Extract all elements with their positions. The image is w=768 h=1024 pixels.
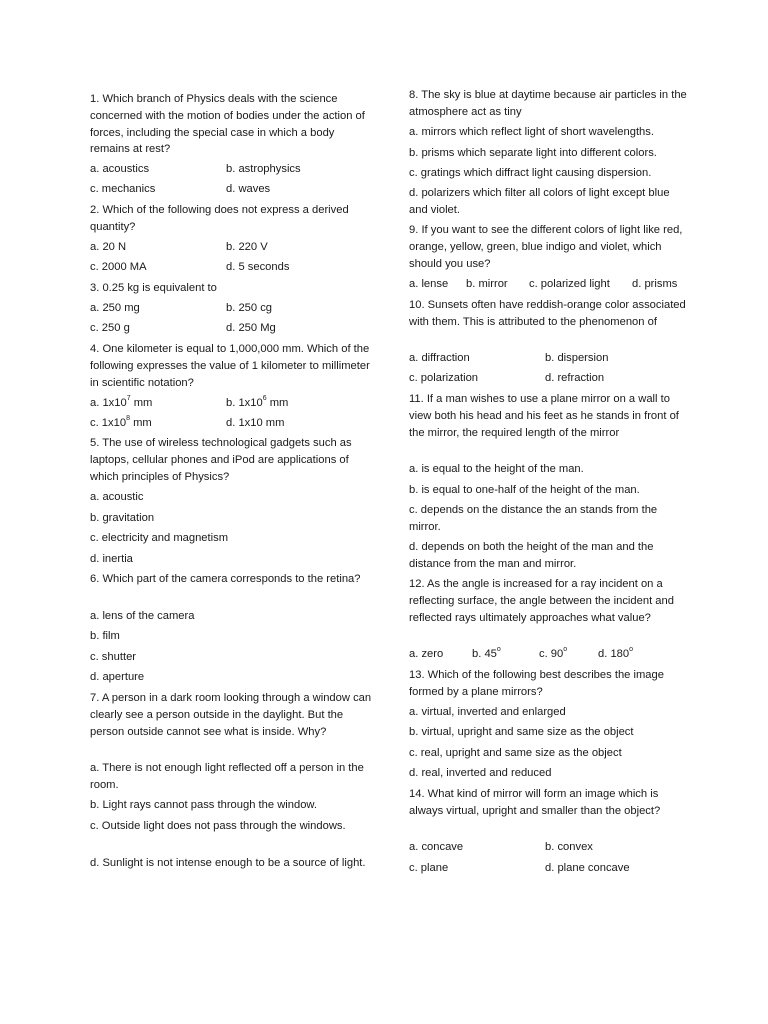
option-b: b. dispersion bbox=[545, 352, 609, 364]
question-4: 4. One kilometer is equal to 1,000,000 mm. Which of the following expresses the value of 1 kilometer to millimeter in scientific notation? bbox=[90, 343, 370, 389]
option-b: b. $1x10^6$ mm bbox=[226, 395, 289, 409]
option-c: c. $1x10^8$ mm bbox=[90, 415, 152, 429]
options-row bbox=[90, 161, 372, 178]
option-b: b. convex bbox=[545, 841, 593, 853]
option-b: b. prisms which separate light into different colors. bbox=[409, 147, 657, 159]
options-row bbox=[90, 239, 372, 256]
option-a: a. lens of the camera bbox=[90, 610, 195, 622]
exponent: 8 bbox=[126, 415, 130, 423]
option-a: a. diffraction bbox=[409, 352, 470, 364]
option-d: d. Sunlight is not intense enough to be a source of light. bbox=[90, 857, 366, 869]
option-a: a. mirrors which reflect light of short wavelengths. bbox=[409, 126, 654, 138]
option-d: d. 1x10 mm bbox=[226, 417, 285, 429]
option-a: a. is equal to the height of the man. bbox=[409, 463, 584, 475]
options-row bbox=[90, 320, 372, 337]
option-c: c. 2000 MA bbox=[90, 261, 147, 273]
option-b: b. gravitation bbox=[90, 512, 155, 524]
option-a: a. There is not enough light reflected off a person in the room. bbox=[90, 762, 364, 791]
option-c: c. 90$^o$ bbox=[539, 646, 568, 660]
options-row bbox=[90, 300, 372, 317]
options-row bbox=[409, 646, 691, 663]
options-row bbox=[409, 860, 691, 877]
options-row bbox=[90, 395, 372, 412]
option-a: a. 250 mg bbox=[90, 302, 140, 314]
options-row bbox=[409, 370, 691, 387]
options-row bbox=[90, 259, 372, 276]
option-b: b. astrophysics bbox=[226, 163, 301, 175]
options-row bbox=[409, 350, 691, 367]
option-d: d. polarizers which filter all colors of light except blue and violet. bbox=[409, 187, 670, 216]
question-14: 14. What kind of mirror will form an image which is always virtual, upright and smaller than the object? bbox=[409, 788, 661, 817]
degree-mark: o bbox=[496, 646, 501, 654]
question-8: 8. The sky is blue at daytime because air particles in the atmosphere act as tiny bbox=[409, 89, 687, 118]
degree-mark: o bbox=[563, 646, 568, 654]
question-5: 5. The use of wireless technological gadgets such as laptops, cellular phones and iPod are applications of which principles of Physics? bbox=[90, 437, 352, 483]
question-7: 7. A person in a dark room looking through a window can clearly see a person outside in the daylight. But the person outside cannot see what is inside. Why? bbox=[90, 692, 372, 738]
option-b: b. virtual, upright and same size as the object bbox=[409, 726, 634, 738]
option-a: a. 20 N bbox=[90, 241, 127, 253]
option-b: b. 220 V bbox=[226, 241, 268, 253]
option-b: b. Light rays cannot pass through the window. bbox=[90, 799, 317, 811]
question-10: 10. Sunsets often have reddish-orange color associated with them. This is attributed to the phenomenon of bbox=[409, 299, 686, 328]
option-b: b. mirror bbox=[466, 278, 508, 290]
option-a: a. $1x10^7$ mm bbox=[90, 395, 153, 409]
option-a: a. acoustics bbox=[90, 163, 150, 175]
exponent: 7 bbox=[126, 395, 131, 403]
option-d: d. 180$^o$ bbox=[598, 646, 634, 660]
option-b: b. 45$^o$ bbox=[472, 646, 501, 660]
option-a: a. virtual, inverted and enlarged bbox=[409, 706, 566, 718]
option-a: a. lense bbox=[409, 278, 449, 290]
option-d: d. real, inverted and reduced bbox=[409, 767, 552, 779]
options-row bbox=[409, 839, 691, 856]
question-2: 2. Which of the following does not express a derived quantity? bbox=[90, 204, 349, 233]
options-row bbox=[90, 181, 372, 198]
option-d: d. 250 Mg bbox=[226, 322, 276, 334]
option-a: a. acoustic bbox=[90, 491, 144, 503]
option-a: a. zero bbox=[409, 648, 444, 660]
option-d: d. plane concave bbox=[545, 862, 630, 874]
question-13: 13. Which of the following best describes the image formed by a plane mirrors? bbox=[409, 669, 664, 698]
option-c: c. Outside light does not pass through the windows. bbox=[90, 820, 346, 832]
option-d: d. refraction bbox=[545, 372, 605, 384]
question-9: 9. If you want to see the different colors of light like red, orange, yellow, green, blue indigo and violet, which should you use? bbox=[409, 224, 683, 270]
option-c: c. real, upright and same size as the object bbox=[409, 747, 622, 759]
option-d: d. prisms bbox=[632, 278, 678, 290]
option-d: d. waves bbox=[226, 183, 271, 195]
option-c: c. 250 g bbox=[90, 322, 130, 334]
option-c: c. polarization bbox=[409, 372, 479, 384]
option-c: c. shutter bbox=[90, 651, 137, 663]
options-row bbox=[90, 415, 372, 432]
option-c: c. depends on the distance the an stands from the mirror. bbox=[409, 504, 658, 533]
option-b: b. is equal to one-half of the height of the man. bbox=[409, 484, 640, 496]
question-3: 3. 0.25 kg is equivalent to bbox=[90, 282, 217, 294]
option-d: d. aperture bbox=[90, 671, 145, 683]
option-c: c. electricity and magnetism bbox=[90, 532, 229, 544]
question-1: 1. Which branch of Physics deals with the science concerned with the motion of bodies under the action of forces, including the special case in which a body remains at rest? bbox=[90, 93, 365, 156]
option-c: c. mechanics bbox=[90, 183, 156, 195]
option-c: c. gratings which diffract light causing dispersion. bbox=[409, 167, 652, 179]
question-6: 6. Which part of the camera corresponds to the retina? bbox=[90, 573, 361, 585]
option-c: c. polarized light bbox=[529, 278, 610, 290]
option-a: a. concave bbox=[409, 841, 464, 853]
question-12: 12. As the angle is increased for a ray incident on a reflecting surface, the angle between the incident and reflected rays ultimately approaches what value? bbox=[409, 578, 674, 624]
option-b: b. film bbox=[90, 630, 120, 642]
option-d: d. 5 seconds bbox=[226, 261, 290, 273]
degree-mark: o bbox=[629, 646, 634, 654]
option-b: b. 250 cg bbox=[226, 302, 273, 314]
option-d: d. inertia bbox=[90, 553, 133, 565]
question-11: 11. If a man wishes to use a plane mirror on a wall to view both his head and his feet as he stands in front of the mirror, the required length of the mirror bbox=[409, 393, 679, 439]
option-c: c. plane bbox=[409, 862, 449, 874]
options-row bbox=[409, 276, 691, 293]
exponent: 6 bbox=[262, 395, 267, 403]
option-d: d. depends on both the height of the man and the distance from the man and mirror. bbox=[409, 541, 654, 570]
